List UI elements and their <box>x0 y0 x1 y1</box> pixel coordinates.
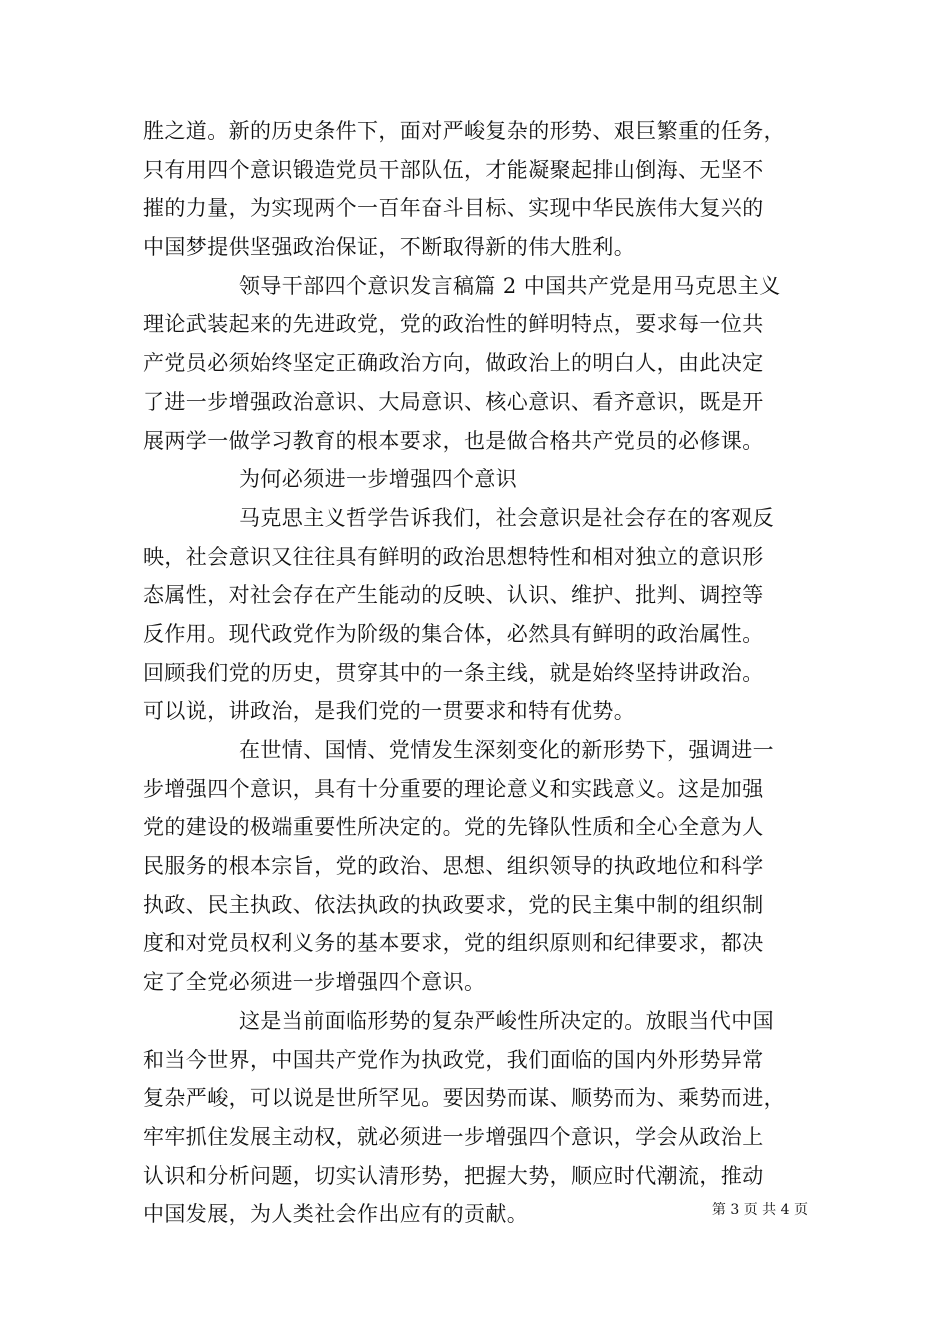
text-line: 只有用四个意识锻造党员干部队伍，才能凝聚起排山倒海、无坚不 <box>143 157 764 182</box>
paragraph-start-line: 马克思主义哲学告诉我们，社会意识是社会存在的客观反 <box>239 505 774 530</box>
paragraph-start-line: 这是当前面临形势的复杂严峻性所决定的。放眼当代中国 <box>239 1008 774 1033</box>
text-line: 认识和分析问题，切实认清形势，把握大势，顺应时代潮流，推动 <box>143 1163 764 1188</box>
text-line: 理论武装起来的先进政党，党的政治性的鲜明特点，要求每一位共 <box>143 312 764 337</box>
page-number: 第 3 页 共 4 页 <box>711 1202 808 1218</box>
text-line: 和当今世界，中国共产党作为执政党，我们面临的国内外形势异常 <box>143 1047 764 1072</box>
text-line: 党的建设的极端重要性所决定的。党的先锋队性质和全心全意为人 <box>143 815 764 840</box>
text-line: 可以说，讲政治，是我们党的一贯要求和特有优势。 <box>143 699 636 724</box>
text-line: 中国发展，为人类社会作出应有的贡献。 <box>143 1202 529 1227</box>
text-line: 定了全党必须进一步增强四个意识。 <box>143 970 486 995</box>
text-line: 态属性，对社会存在产生能动的反映、认识、维护、批判、调控等 <box>143 583 764 608</box>
document-body <box>143 112 808 1234</box>
text-line: 胜之道。新的历史条件下，面对严峻复杂的形势、艰巨繁重的任务， <box>143 119 785 143</box>
text-line: 复杂严峻，可以说是世所罕见。要因势而谋、顺势而为、乘势而进， <box>143 1086 785 1111</box>
text-line: 度和对党员权利义务的基本要求，党的组织原则和纪律要求，都决 <box>143 931 764 956</box>
paragraph-start-line: 在世情、国情、党情发生深刻变化的新形势下，强调进一 <box>239 738 774 762</box>
text-line: 映，社会意识又往往具有鲜明的政治思想特性和相对独立的意识形 <box>143 544 764 569</box>
text-line: 回顾我们党的历史，贯穿其中的一条主线，就是始终坚持讲政治。 <box>143 660 764 685</box>
text-line: 牢牢抓住发展主动权，就必须进一步增强四个意识，学会从政治上 <box>143 1124 764 1149</box>
section-heading: 为何必须进一步增强四个意识 <box>239 467 518 492</box>
text-line: 产党员必须始终坚定正确政治方向，做政治上的明白人，由此决定 <box>143 351 764 376</box>
text-line: 中国梦提供坚强政治保证，不断取得新的伟大胜利。 <box>143 235 636 260</box>
text-line: 步增强四个意识，具有十分重要的理论意义和实践意义。这是加强 <box>143 776 764 801</box>
text-line: 展两学一做学习教育的根本要求，也是做合格共产党员的必修课。 <box>143 428 764 453</box>
text-line: 摧的力量，为实现两个一百年奋斗目标、实现中华民族伟大复兴的 <box>143 196 764 221</box>
text-line: 民服务的根本宗旨，党的政治、思想、组织领导的执政地位和科学 <box>143 854 764 879</box>
text-line: 反作用。现代政党作为阶级的集合体，必然具有鲜明的政治属性。 <box>143 621 764 646</box>
text-line: 了进一步增强政治意识、大局意识、核心意识、看齐意识，既是开 <box>143 389 764 414</box>
paragraph-start-line: 领导干部四个意识发言稿篇 2 中国共产党是用马克思主义 <box>239 273 781 298</box>
text-line: 执政、民主执政、依法执政的执政要求，党的民主集中制的组织制 <box>143 892 764 917</box>
